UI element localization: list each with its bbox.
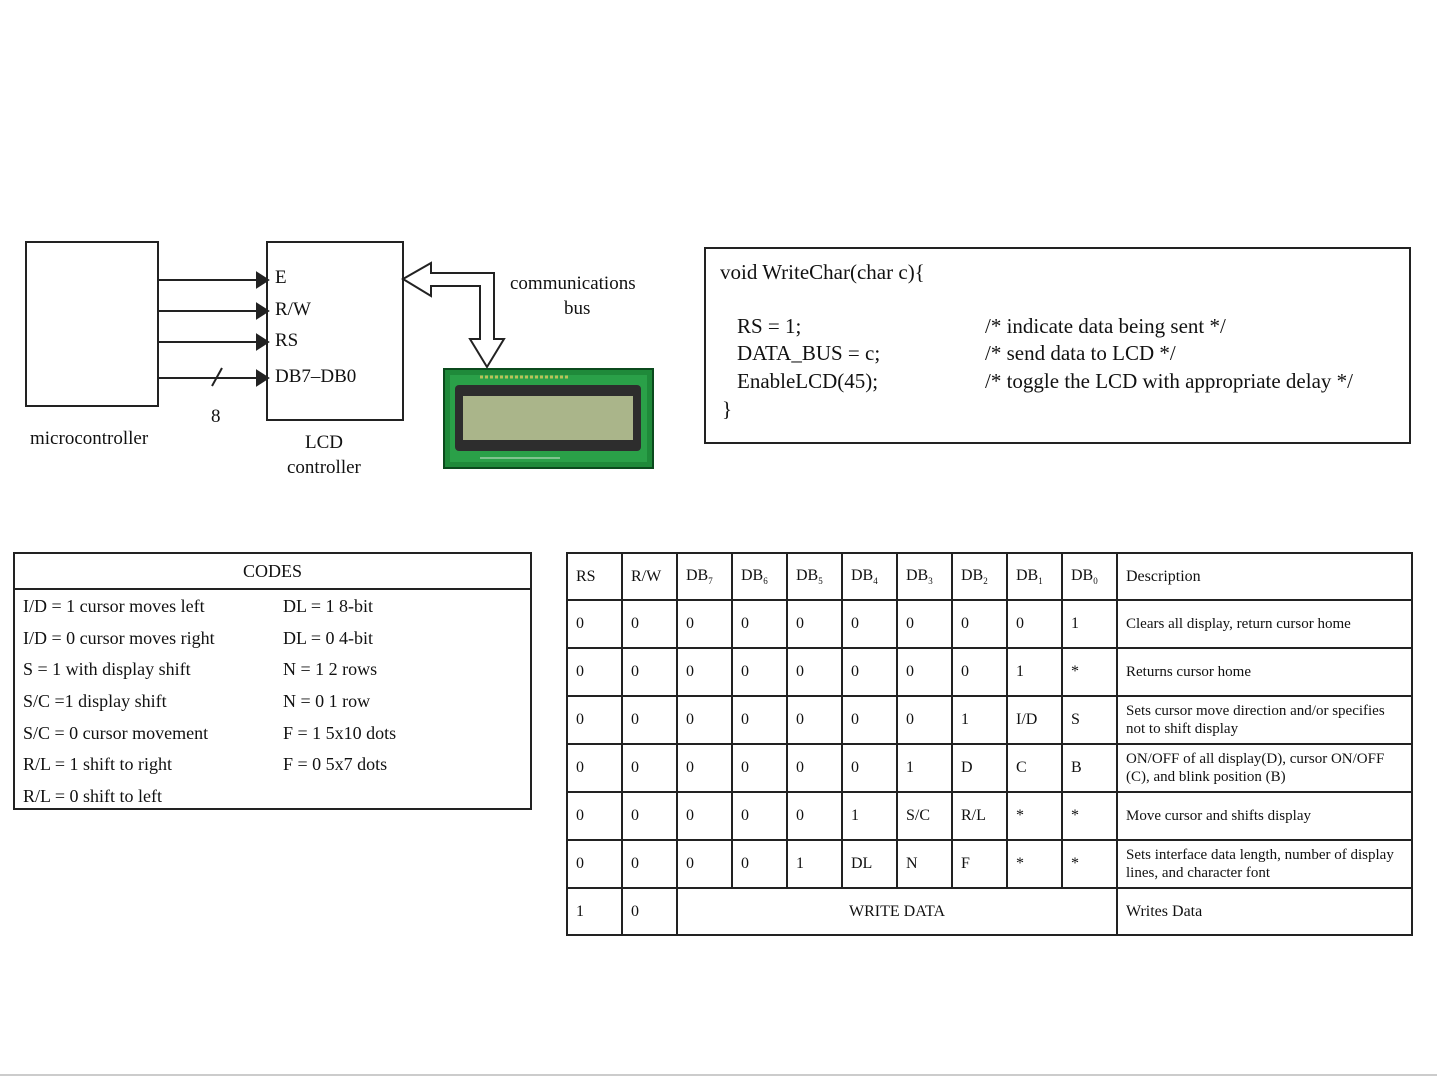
column-header: $DB_6$ [732, 553, 787, 600]
table-cell: 1 [897, 744, 952, 792]
table-cell: 0 [677, 696, 732, 744]
codes-title: CODES [15, 554, 530, 590]
table-cell: 0 [787, 696, 842, 744]
table-cell: 0 [732, 648, 787, 696]
table-cell: 0 [732, 840, 787, 888]
bus-label-2: bus [564, 298, 591, 319]
table-cell: 0 [622, 840, 677, 888]
table-cell: S [1062, 696, 1117, 744]
code-left-5: S/C = 0 cursor movement [23, 723, 209, 743]
bus-width-label: 8 [211, 406, 221, 427]
table-cell: 1 [1062, 600, 1117, 648]
column-header: $DB_7$ [677, 553, 732, 600]
table-cell: N [897, 840, 952, 888]
table-cell: 0 [622, 888, 677, 935]
code-comment-3: /* toggle the LCD with appropriate delay */ [985, 369, 1353, 393]
table-row [567, 744, 1412, 792]
table-cell: 0 [732, 792, 787, 840]
code-comment-2: /* send data to LCD */ [985, 341, 1176, 365]
instruction-table [566, 552, 1413, 936]
table-cell: 1 [567, 888, 622, 935]
table-cell: 0 [677, 648, 732, 696]
table-cell: 0 [842, 600, 897, 648]
block-diagram [0, 0, 700, 500]
description-cell: Sets cursor move direction and/or specifies not to shift display [1117, 696, 1412, 744]
table-header-row [567, 553, 1412, 600]
column-header: $DB_1$ [1007, 553, 1062, 600]
table-cell: 0 [952, 600, 1007, 648]
table-cell: 0 [732, 696, 787, 744]
lcd-controller-label-2: controller [287, 457, 361, 478]
code-right-2: DL = 0 4-bit [283, 628, 373, 648]
table-cell: S/C [897, 792, 952, 840]
communications-bus-arrow [403, 263, 504, 367]
column-header: Description [1117, 553, 1412, 600]
table-cell: R/L [952, 792, 1007, 840]
microcontroller-label: microcontroller [30, 428, 149, 449]
code-left-6: R/L = 1 shift to right [23, 754, 172, 774]
codes-table [13, 552, 532, 810]
table-cell: 0 [567, 792, 622, 840]
description-cell: Returns cursor home [1117, 648, 1412, 696]
table-cell: 0 [897, 600, 952, 648]
table-cell: 0 [732, 744, 787, 792]
table-cell: 0 [567, 744, 622, 792]
table-cell: 1 [1007, 648, 1062, 696]
code-left-7: R/L = 0 shift to left [23, 786, 162, 806]
table-cell: 0 [842, 744, 897, 792]
table-cell: 0 [842, 696, 897, 744]
table-cell: D [952, 744, 1007, 792]
code-right-6: F = 0 5x7 dots [283, 754, 388, 774]
table-cell: 0 [842, 648, 897, 696]
code-listing [704, 247, 1411, 444]
code-stmt-3: EnableLCD(45); [737, 369, 879, 393]
table-cell: 0 [567, 696, 622, 744]
table-cell: 0 [622, 600, 677, 648]
pin-label-db: DB7–DB0 [275, 366, 357, 387]
table-cell: 0 [1007, 600, 1062, 648]
code-stmt-1: RS = 1; [737, 314, 802, 338]
description-cell: Clears all display, return cursor home [1117, 600, 1412, 648]
table-cell: 0 [567, 840, 622, 888]
table-row [567, 600, 1412, 648]
table-cell: 0 [622, 648, 677, 696]
code-right-3: N = 1 2 rows [283, 659, 378, 679]
table-cell: F [952, 840, 1007, 888]
table-cell: DL [842, 840, 897, 888]
column-header: $DB_0$ [1062, 553, 1117, 600]
table-cell: 1 [952, 696, 1007, 744]
table-cell: 0 [622, 744, 677, 792]
table-cell: 0 [567, 600, 622, 648]
table-cell: * [1007, 792, 1062, 840]
table-cell: 1 [842, 792, 897, 840]
code-left-4: S/C =1 display shift [23, 691, 167, 711]
table-cell: * [1007, 840, 1062, 888]
table-row [567, 792, 1412, 840]
column-header: $DB_4$ [842, 553, 897, 600]
code-stmt-2: DATA_BUS = c; [737, 341, 881, 365]
table-cell: 0 [787, 744, 842, 792]
code-right-5: F = 1 5x10 dots [283, 723, 397, 743]
lcd-module-image [444, 369, 653, 468]
table-cell: I/D [1007, 696, 1062, 744]
code-comment-1: /* indicate data being sent */ [985, 314, 1226, 338]
table-cell: * [1062, 792, 1117, 840]
column-header: RS [567, 553, 622, 600]
bus-label: communications [510, 273, 636, 294]
code-header: void WriteChar(char c){ [720, 260, 925, 284]
table-cell: 0 [677, 840, 732, 888]
table-row [567, 648, 1412, 696]
table-cell: 0 [897, 696, 952, 744]
table-cell: B [1062, 744, 1117, 792]
table-cell: 0 [787, 792, 842, 840]
table-cell: C [1007, 744, 1062, 792]
description-cell: Sets interface data length, number of display lines, and character font [1117, 840, 1412, 888]
table-cell: 1 [787, 840, 842, 888]
column-header: $DB_5$ [787, 553, 842, 600]
table-cell: 0 [677, 792, 732, 840]
table-cell: 0 [897, 648, 952, 696]
write-data-cell: WRITE DATA [677, 888, 1117, 935]
code-left-2: I/D = 0 cursor moves right [23, 628, 215, 648]
column-header: R/W [622, 553, 677, 600]
code-left-1: I/D = 1 cursor moves left [23, 596, 205, 616]
table-cell: 0 [622, 792, 677, 840]
code-right-4: N = 0 1 row [283, 691, 371, 711]
pin-label-e: E [275, 267, 287, 288]
code-left-3: S = 1 with display shift [23, 659, 191, 679]
table-cell: 0 [787, 600, 842, 648]
write-data-row [567, 888, 1412, 935]
code-footer: } [722, 397, 733, 421]
microcontroller-box [26, 242, 158, 406]
pin-label-rw: R/W [275, 299, 311, 320]
column-header: $DB_2$ [952, 553, 1007, 600]
table-row [567, 840, 1412, 888]
column-header: $DB_3$ [897, 553, 952, 600]
table-cell: 0 [622, 696, 677, 744]
lcd-controller-label: LCD [305, 432, 343, 453]
table-cell: 0 [677, 744, 732, 792]
pin-label-rs: RS [275, 330, 299, 351]
table-cell: 0 [732, 600, 787, 648]
description-cell: Writes Data [1117, 888, 1412, 935]
bottom-divider [0, 1074, 1437, 1076]
table-row [567, 696, 1412, 744]
table-cell: 0 [952, 648, 1007, 696]
signal-arrows [158, 273, 268, 386]
table-cell: * [1062, 648, 1117, 696]
description-cell: ON/OFF of all display(D), cursor ON/OFF (C), and blink position (B) [1117, 744, 1412, 792]
table-cell: 0 [567, 648, 622, 696]
code-right-1: DL = 1 8-bit [283, 596, 373, 616]
description-cell: Move cursor and shifts display [1117, 792, 1412, 840]
table-cell: 0 [677, 600, 732, 648]
table-cell: * [1062, 840, 1117, 888]
table-cell: 0 [787, 648, 842, 696]
